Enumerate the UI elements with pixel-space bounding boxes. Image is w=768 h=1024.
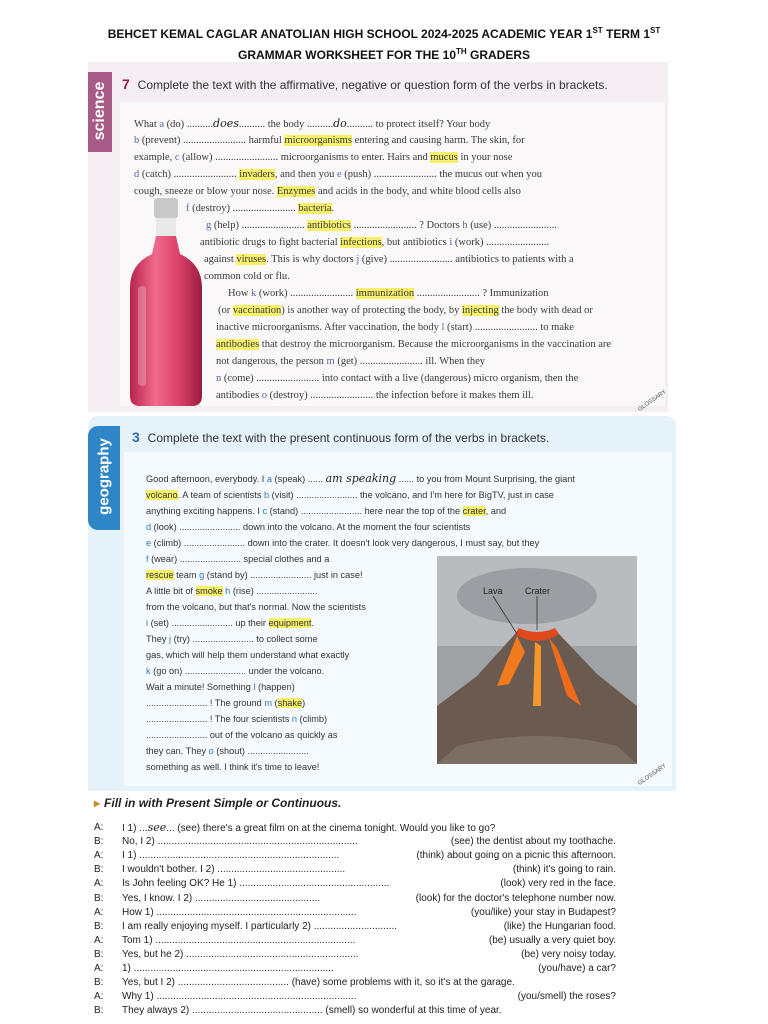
geography-line-18: they can. They o (shout) ........................ bbox=[146, 746, 309, 756]
juice-bottle-image bbox=[118, 196, 214, 408]
volcano-illustration bbox=[437, 556, 637, 764]
answer-does: does bbox=[213, 117, 239, 130]
header-line-2: GRAMMAR WORKSHEET FOR THE 10TH GRADERS bbox=[237, 47, 531, 62]
geography-line-3: anything exciting happens. I c (stand) ........................ here near the top of the crater, and bbox=[146, 506, 507, 516]
geography-glossary-label: GLOSSARY bbox=[637, 763, 668, 787]
dialogue-text: I wouldn't bother. I 2) .............................................. bbox=[122, 864, 346, 876]
dialogue-row bbox=[94, 893, 616, 905]
verb-prompt: (look) very red in the face. bbox=[500, 878, 616, 890]
science-line-15: not dangerous, the person m (get) ........................ ill. When they bbox=[216, 356, 485, 367]
verb-prompt: (see) the dentist about my toothache. bbox=[450, 836, 616, 848]
verb-prompt: (be) very noisy today. bbox=[521, 948, 616, 960]
science-line-4: d (catch) ........................ invaders, and then you e (push) ........................ the mucus out when you bbox=[134, 169, 543, 180]
speaker-label: A: bbox=[94, 963, 104, 974]
science-line-12: (or vaccination) is another way of protecting the body, by injecting the body with dead or bbox=[218, 305, 593, 316]
dialogue-row bbox=[94, 836, 616, 848]
geography-line-14: Wait a minute! Something l (happen) bbox=[146, 682, 295, 692]
dialogue-text: How 1) ........................................................................ bbox=[122, 906, 357, 918]
dialogue-row bbox=[94, 907, 616, 919]
science-line-5: cough, sneeze or blow your nose. Enzymes and acids in the body, and white blood cells also bbox=[134, 186, 521, 197]
science-tab: science bbox=[88, 72, 112, 152]
geography-line-16: ........................ ! The four scientists n (climb) bbox=[146, 714, 328, 724]
answer-do: do bbox=[333, 117, 347, 130]
header-line-1: BEHCET KEMAL CAGLAR ANATOLIAN HIGH SCHOOL 2024-2025 ACADEMIC YEAR 1ST TERM 1ST bbox=[107, 26, 661, 41]
dialogue-row bbox=[94, 850, 616, 862]
lava-label: Lava bbox=[483, 586, 503, 596]
speaker-label: A: bbox=[94, 822, 104, 833]
dialogue-text: I 1) ...see... (see) there's a great film on at the cinema tonight. Would you like to go? bbox=[122, 821, 496, 834]
dialogue-text: Yes, but he 2) .............................................................. bbox=[122, 948, 359, 960]
dialogue-row bbox=[94, 949, 616, 961]
geography-line-8: A little bit of smoke h (rise) ........................ bbox=[146, 586, 318, 596]
science-line-1: What a (do) ..........does.......... the body ..........do.......... to protect itself? Your body bbox=[134, 117, 491, 130]
dialogue-text: Yes, I know. I 2) ............................................. bbox=[122, 892, 321, 904]
science-line-13: inactive microorganisms. After vaccination, the body l (start) ........................ to make bbox=[216, 322, 574, 333]
science-line-9: against viruses. This is why doctors j (give) ........................ antibiotics to patients with a bbox=[204, 254, 574, 265]
dialogue-row bbox=[94, 921, 616, 933]
worksheet-header bbox=[0, 22, 768, 64]
verb-prompt: (you/have) a car? bbox=[538, 963, 616, 974]
science-line-16: n (come) ........................ into contact with a live (dangerous) micro organism, then the bbox=[216, 373, 579, 384]
geography-tab: geography bbox=[88, 426, 120, 530]
speaker-label: A: bbox=[94, 850, 104, 862]
science-line-3: example, c (allow) ........................ microorganisms to enter. Hairs and mucus in your nose bbox=[134, 152, 513, 163]
geography-line-12: gas, which will help them understand what exactly bbox=[146, 650, 350, 660]
speaker-label: A: bbox=[94, 906, 104, 918]
geography-line-5: e (climb) ........................ down into the crater. It doesn't look very dangerous, I must say, but they bbox=[146, 538, 540, 548]
geography-line-13: k (go on) ........................ under the volcano. bbox=[146, 666, 325, 676]
answer-am-speaking: am speaking bbox=[325, 472, 397, 485]
speaker-label: A: bbox=[94, 991, 104, 1003]
geography-line-17: ........................ out of the volcano as quickly as bbox=[146, 730, 338, 740]
science-exercise-heading: 7 Complete the text with the affirmative, negative or question form of the verbs in brackets. bbox=[122, 76, 608, 92]
science-line-14: antibodies that destroy the microorganism. Because the microorganisms in the vaccination are bbox=[216, 339, 612, 350]
speaker-label: B: bbox=[94, 1005, 104, 1017]
dialogue-row bbox=[94, 935, 616, 947]
speaker-label: B: bbox=[94, 892, 104, 904]
verb-prompt: (you/smell) the roses? bbox=[517, 991, 616, 1003]
dialogue-text: Why 1) ........................................................................ bbox=[122, 991, 357, 1003]
science-line-8: antibiotic drugs to fight bacterial infections, but antibiotics i (work) ........................ bbox=[200, 237, 550, 248]
verb-prompt: (think) it's going to rain. bbox=[512, 864, 616, 876]
speaker-label: A: bbox=[94, 878, 104, 890]
speaker-label: B: bbox=[94, 920, 104, 932]
geography-line-7: rescue team g (stand by) ........................ just in case! bbox=[146, 570, 363, 580]
dialogue-row bbox=[94, 1005, 616, 1017]
dialogue-row bbox=[94, 822, 616, 834]
dialogue-text: No, I 2) ........................................................................ bbox=[122, 836, 358, 848]
science-line-10: common cold or flu. bbox=[204, 271, 290, 282]
dialogue-text: They always 2) ............................................... (smell) so wonderful at this time of year. bbox=[122, 1005, 502, 1017]
dialogue-text: I 1) ........................................................................ bbox=[122, 850, 340, 862]
science-line-7: g (help) ........................ antibiotics ........................ ? Doctors h (use) ........................ bbox=[206, 220, 557, 231]
geography-line-11: They j (try) ........................ to collect some bbox=[146, 634, 318, 644]
speaker-label: B: bbox=[94, 836, 104, 848]
dialogue-row bbox=[94, 878, 616, 890]
dialogue-row bbox=[94, 864, 616, 876]
dialogue-text: I am really enjoying myself. I particularly 2) .............................. bbox=[122, 920, 398, 932]
science-glossary-label: GLOSSARY bbox=[637, 389, 668, 413]
dialogue-row bbox=[94, 977, 616, 989]
dialogue-row bbox=[94, 963, 616, 975]
geography-line-15: ........................ ! The ground m (shake) bbox=[146, 698, 306, 708]
geography-line-1: Good afternoon, everybody. I a (speak) ...... am speaking ...... to you from Mount Surprising, the giant bbox=[146, 472, 575, 485]
geography-exercise-heading: 3 Complete the text with the present continuous form of the verbs in brackets. bbox=[132, 429, 550, 445]
geography-line-6: f (wear) ........................ special clothes and a bbox=[146, 554, 330, 564]
geography-line-9: from the volcano, but that's normal. Now the scientists bbox=[146, 602, 366, 612]
arrow-icon: ▸ bbox=[94, 796, 101, 810]
fill-in-title: ▸ Fill in with Present Simple or Continuous. bbox=[94, 796, 342, 810]
science-line-6: f (destroy) ........................ bacteria. bbox=[186, 203, 335, 214]
geography-line-2: volcano. A team of scientists b (visit) ........................ the volcano, and I'm here for BigTV, just in case bbox=[146, 490, 554, 500]
speaker-label: B: bbox=[94, 864, 104, 876]
speaker-label: A: bbox=[94, 934, 104, 946]
verb-prompt: (think) about going on a picnic this afternoon. bbox=[416, 850, 616, 862]
speaker-label: B: bbox=[94, 948, 104, 960]
answer-see: see bbox=[147, 821, 167, 834]
crater-label: Crater bbox=[525, 586, 551, 596]
geography-line-4: d (look) ........................ down into the volcano. At the moment the four scientists bbox=[146, 522, 471, 532]
dialogue-text: Tom 1) ........................................................................ bbox=[122, 934, 356, 946]
geography-line-10: i (set) ........................ up their equipment. bbox=[146, 618, 315, 628]
dialogue-text: Yes, but I 2) ........................................ (have) some problems with it, so it's at the garage. bbox=[122, 977, 515, 989]
verb-prompt: (look) for the doctor's telephone number now. bbox=[415, 892, 616, 904]
verb-prompt: (you/like) your stay in Budapest? bbox=[470, 906, 616, 918]
geography-line-19: something as well. I think it's time to leave! bbox=[146, 762, 320, 772]
science-line-17: antibodies o (destroy) ........................ the infection before it makes them ill. bbox=[216, 390, 534, 401]
science-line-11: How k (work) ........................ immunization ........................ ? Immunization bbox=[228, 288, 549, 299]
dialogue-text: Is John feeling OK? He 1) ...................................................... bbox=[122, 878, 390, 890]
verb-prompt: (like) the Hungarian food. bbox=[503, 920, 616, 932]
speaker-label: B: bbox=[94, 977, 104, 989]
science-line-2: b (prevent) ........................ harmful microorganisms entering and causing harm. The skin, for bbox=[134, 135, 525, 146]
dialogue-row bbox=[94, 991, 616, 1003]
dialogue-text: 1) ........................................................................ bbox=[122, 963, 334, 974]
verb-prompt: (be) usually a very quiet boy. bbox=[488, 934, 616, 946]
